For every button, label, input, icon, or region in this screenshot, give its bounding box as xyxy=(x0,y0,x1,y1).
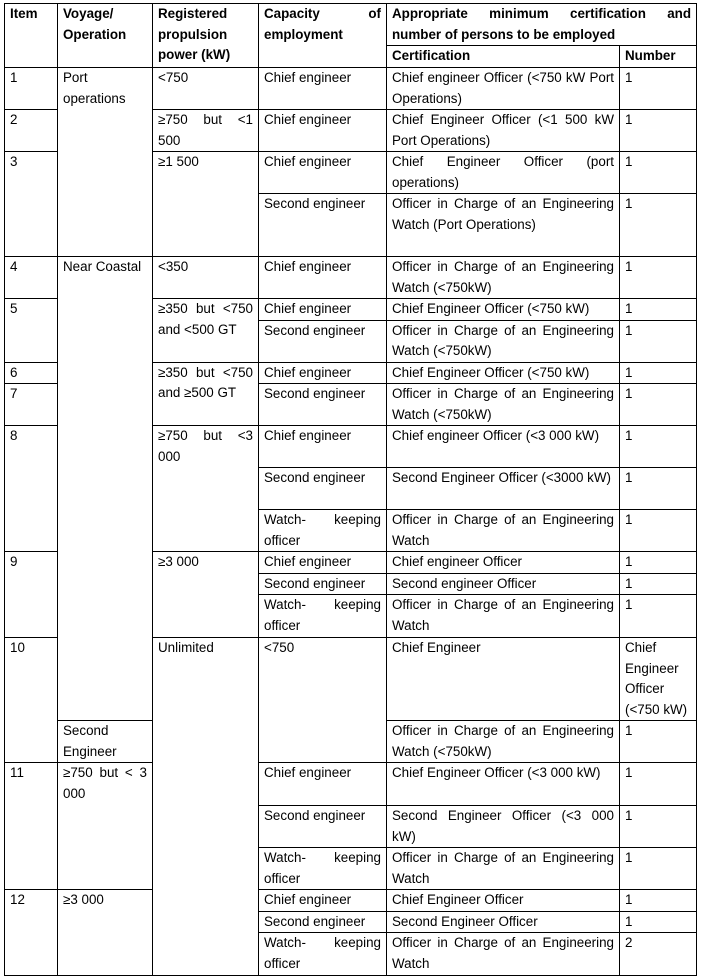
capacity-cell: Chief engineer xyxy=(259,299,387,321)
number-cell: 1 xyxy=(620,890,697,912)
capacity-cell: Second engineer xyxy=(259,468,387,510)
certification-cell: Chief Engineer Officer (<750 kW) xyxy=(620,638,697,721)
number-cell: 1 xyxy=(620,468,697,510)
capacity-cell: Second engineer xyxy=(259,194,387,257)
certification-cell: Second Engineer Officer (<3000 kW) xyxy=(387,468,620,510)
capacity-cell: Chief engineer xyxy=(259,763,387,806)
number-cell: 1 xyxy=(620,848,697,890)
voyage-cell: Port operations xyxy=(58,68,153,257)
capacity-cell: Chief engineer xyxy=(259,552,387,574)
certification-cell: Officer in Charge of an Engineering Watch xyxy=(387,848,620,890)
number-cell: 1 xyxy=(620,426,697,468)
number-cell: 2 xyxy=(620,933,697,976)
certification-cell: Second Engineer Officer xyxy=(387,911,620,933)
capacity-cell: Watch- keeping officer xyxy=(259,933,387,976)
header-item: Item xyxy=(5,4,58,68)
item-number: 4 xyxy=(5,257,58,299)
power-cell: <750 xyxy=(259,638,387,763)
item-number: 2 xyxy=(5,110,58,152)
number-cell: 1 xyxy=(620,595,697,638)
certification-cell: Second Engineer Officer (<3 000 kW) xyxy=(387,806,620,848)
number-cell: 1 xyxy=(620,552,697,574)
capacity-cell: Chief engineer xyxy=(259,110,387,152)
certification-cell: Second engineer Officer xyxy=(387,573,620,595)
item-number: 6 xyxy=(5,362,58,384)
item-number: 9 xyxy=(5,552,58,638)
number-cell: 1 xyxy=(620,510,697,552)
header-voyage: Voyage/ Operation xyxy=(58,4,153,68)
certification-cell: Chief Engineer Officer (<750 kW) xyxy=(387,299,620,321)
certification-cell: Officer in Charge of an Engineering Watch (<750kW) xyxy=(387,721,620,763)
capacity-cell: Chief engineer xyxy=(259,152,387,194)
item-number: 10 xyxy=(5,638,58,763)
item-number: 8 xyxy=(5,426,58,552)
header-capacity: Capacity of employment xyxy=(259,4,387,68)
certification-cell: Chief engineer Officer (<3 000 kW) xyxy=(387,426,620,468)
power-cell: ≥1 500 xyxy=(153,152,259,257)
capacity-cell: Second engineer xyxy=(259,320,387,362)
number-cell: 1 xyxy=(620,257,697,299)
certification-cell: Chief Engineer Officer (<1 500 kW Port Operations) xyxy=(387,110,620,152)
capacity-cell: Chief engineer xyxy=(259,890,387,912)
item-number: 5 xyxy=(5,299,58,363)
number-cell: 1 xyxy=(620,110,697,152)
number-cell: 1 xyxy=(620,320,697,362)
number-cell: 1 xyxy=(620,152,697,194)
certification-cell: Chief engineer Officer xyxy=(387,552,620,574)
header-certification: Certification xyxy=(387,46,620,68)
power-cell: <350 xyxy=(153,257,259,299)
capacity-cell: Chief engineer xyxy=(259,426,387,468)
power-cell: ≥350 but <750 and ≥500 GT xyxy=(153,362,259,426)
number-cell: 1 xyxy=(620,806,697,848)
item-number: 12 xyxy=(5,890,58,976)
power-cell: ≥750 but <1 500 xyxy=(153,110,259,152)
header-appropriate: Appropriate minimum certification and number of persons to be employed xyxy=(387,4,697,46)
capacity-cell: Chief engineer xyxy=(259,257,387,299)
certification-cell: Chief Engineer Officer (<3 000 kW) xyxy=(387,763,620,806)
number-cell: 1 xyxy=(620,911,697,933)
capacity-cell: Chief Engineer xyxy=(387,638,620,721)
certification-cell: Chief engineer Officer (<750 kW Port Operations) xyxy=(387,68,620,110)
number-cell: 1 xyxy=(620,68,697,110)
capacity-cell: Watch- keeping officer xyxy=(259,595,387,638)
power-cell: ≥750 but <3 000 xyxy=(153,426,259,552)
power-cell: ≥3 000 xyxy=(153,552,259,638)
certification-cell: Officer in Charge of an Engineering Watch xyxy=(387,510,620,552)
number-cell: 1 xyxy=(620,721,697,763)
capacity-cell: Watch- keeping officer xyxy=(259,848,387,890)
capacity-cell: Second engineer xyxy=(259,384,387,426)
item-number: 1 xyxy=(5,68,58,110)
power-cell: ≥3 000 xyxy=(58,890,153,976)
certification-cell: Officer in Charge of an Engineering Watch (<750kW) xyxy=(387,257,620,299)
manning-table xyxy=(4,3,697,976)
item-number: 3 xyxy=(5,152,58,257)
number-cell: 1 xyxy=(620,384,697,426)
voyage-cell: Near Coastal xyxy=(58,257,153,721)
capacity-cell: Second Engineer xyxy=(58,721,153,763)
certification-cell: Chief Engineer Officer (port operations) xyxy=(387,152,620,194)
capacity-cell: Chief engineer xyxy=(259,68,387,110)
capacity-cell: Second engineer xyxy=(259,911,387,933)
capacity-cell: Watch- keeping officer xyxy=(259,510,387,552)
certification-cell: Officer in Charge of an Engineering Watch (<750kW) xyxy=(387,384,620,426)
power-cell: ≥350 but <750 and <500 GT xyxy=(153,299,259,363)
number-cell: 1 xyxy=(620,573,697,595)
item-number: 7 xyxy=(5,384,58,426)
number-cell: 1 xyxy=(620,763,697,806)
header-power: Registered propulsion power (kW) xyxy=(153,4,259,68)
certification-cell: Officer in Charge of an Engineering Watch (Port Operations) xyxy=(387,194,620,257)
number-cell: 1 xyxy=(620,362,697,384)
number-cell: 1 xyxy=(620,299,697,321)
certification-cell: Officer in Charge of an Engineering Watch (<750kW) xyxy=(387,320,620,362)
certification-cell: Officer in Charge of an Engineering Watch xyxy=(387,595,620,638)
voyage-cell: Unlimited xyxy=(153,638,259,976)
certification-cell: Officer in Charge of an Engineering Watch xyxy=(387,933,620,976)
number-cell: 1 xyxy=(620,194,697,257)
header-number: Number xyxy=(620,46,697,68)
certification-cell: Chief Engineer Officer (<750 kW) xyxy=(387,362,620,384)
capacity-cell: Second engineer xyxy=(259,806,387,848)
capacity-cell: Chief engineer xyxy=(259,362,387,384)
item-number: 11 xyxy=(5,763,58,890)
power-cell: ≥750 but < 3 000 xyxy=(58,763,153,890)
power-cell: <750 xyxy=(153,68,259,110)
capacity-cell: Second engineer xyxy=(259,573,387,595)
certification-cell: Chief Engineer Officer xyxy=(387,890,620,912)
